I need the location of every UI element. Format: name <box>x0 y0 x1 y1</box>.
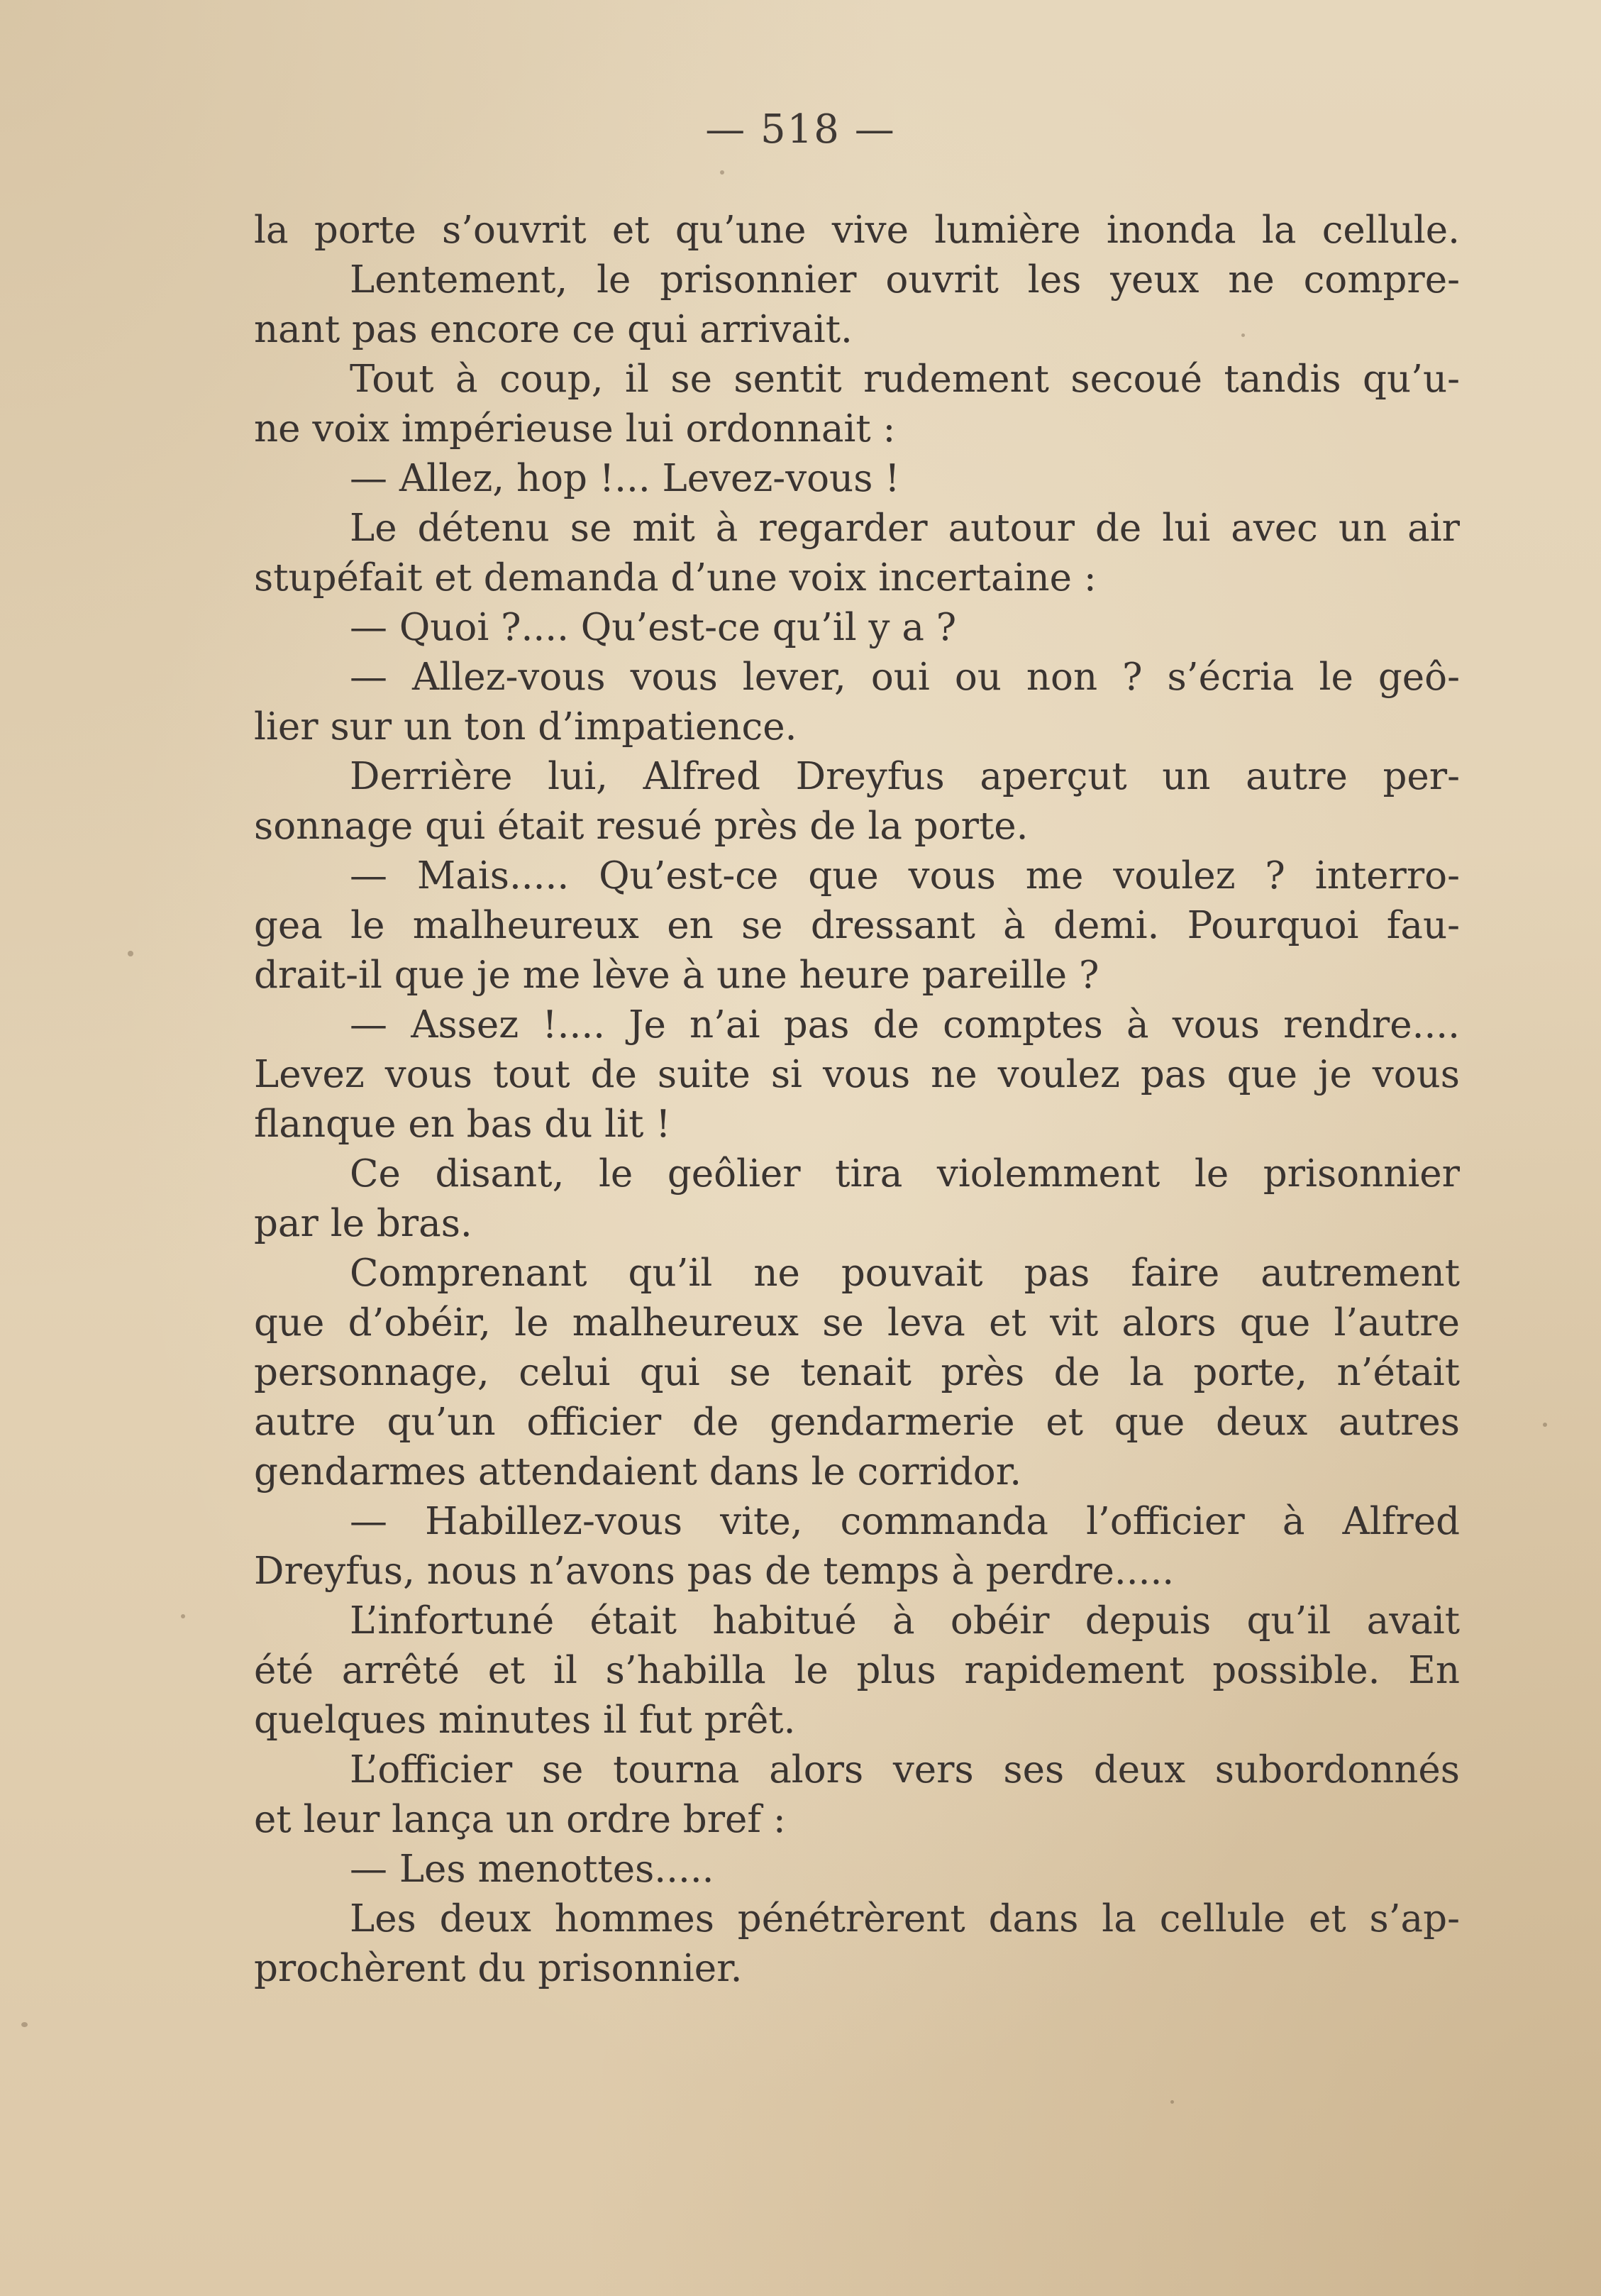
paper-speck <box>1170 2100 1174 2104</box>
text-line: — Mais..... Qu’est-ce que vous me voulez ? interro- <box>350 854 1460 898</box>
text-line: la porte s’ouvrit et qu’une vive lumière inonda la cellule. <box>254 209 1460 252</box>
paper-speck <box>128 951 133 956</box>
text-line: stupéfait et demanda d’une voix incertaine : <box>254 556 1097 600</box>
text-line: lier sur un ton d’impatience. <box>254 705 797 749</box>
text-line: flanque en bas du lit ! <box>254 1103 671 1146</box>
text-line: que d’obéir, le malheureux se leva et vit alors que l’autre <box>254 1301 1460 1345</box>
text-line: — Allez-vous vous lever, oui ou non ? s’écria le geô- <box>350 656 1460 699</box>
text-line: Lentement, le prisonnier ouvrit les yeux ne compre- <box>350 258 1460 302</box>
body-text <box>254 206 1460 1994</box>
paper-speck <box>21 2022 28 2027</box>
text-line: Levez vous tout de suite si vous ne voulez pas que je vous <box>254 1053 1460 1096</box>
text-line: gea le malheureux en se dressant à demi. Pourquoi fau- <box>254 904 1460 947</box>
text-line: gendarmes attendaient dans le corridor. <box>254 1450 1022 1494</box>
text-line: ne voix impérieuse lui ordonnait : <box>254 407 896 451</box>
text-line: L’officier se tourna alors vers ses deux subordonnés <box>350 1748 1460 1792</box>
text-line: autre qu’un officier de gendarmerie et que deux autres <box>254 1401 1460 1444</box>
text-line: Derrière lui, Alfred Dreyfus aperçut un autre per- <box>350 755 1460 798</box>
text-line: Ce disant, le geôlier tira violemment le prisonnier <box>350 1152 1460 1196</box>
text-line: été arrêté et il s’habilla le plus rapidement possible. En <box>254 1649 1460 1692</box>
paper-speck <box>720 170 724 175</box>
text-line: drait-il que je me lève à une heure pareille ? <box>254 954 1099 997</box>
text-line: Les deux hommes pénétrèrent dans la cellule et s’ap- <box>350 1897 1460 1941</box>
paper-speck <box>1543 1423 1547 1427</box>
text-line: et leur lança un ordre bref : <box>254 1798 786 1841</box>
text-line: Comprenant qu’il ne pouvait pas faire autrement <box>350 1252 1460 1295</box>
text-line: — Allez, hop !... Levez-vous ! <box>350 457 900 500</box>
text-line: — Quoi ?.... Qu’est-ce qu’il y a ? <box>350 606 957 649</box>
text-line: quelques minutes il fut prêt. <box>254 1699 796 1742</box>
text-line: Dreyfus, nous n’avons pas de temps à perdre..... <box>254 1550 1175 1593</box>
text-line: Tout à coup, il se sentit rudement secoué tandis qu’u- <box>350 358 1460 401</box>
text-line: par le bras. <box>254 1202 472 1245</box>
text-line: — Les menottes..... <box>350 1848 714 1891</box>
text-line: — Assez !.... Je n’ai pas de comptes à vous rendre.... <box>350 1003 1460 1047</box>
text-line: Le détenu se mit à regarder autour de lui avec un air <box>350 507 1460 550</box>
page-number: — 518 — <box>705 106 896 153</box>
text-line: nant pas encore ce qui arrivait. <box>254 308 853 351</box>
paper-speck <box>181 1614 185 1618</box>
text-line: L’infortuné était habitué à obéir depuis qu’il avait <box>350 1599 1460 1643</box>
text-line: personnage, celui qui se tenait près de la porte, n’était <box>254 1351 1460 1394</box>
text-line: sonnage qui était resué près de la porte. <box>254 805 1029 848</box>
text-line: prochèrent du prisonnier. <box>254 1947 743 1990</box>
text-line: — Habillez-vous vite, commanda l’officier à Alfred <box>350 1500 1460 1543</box>
